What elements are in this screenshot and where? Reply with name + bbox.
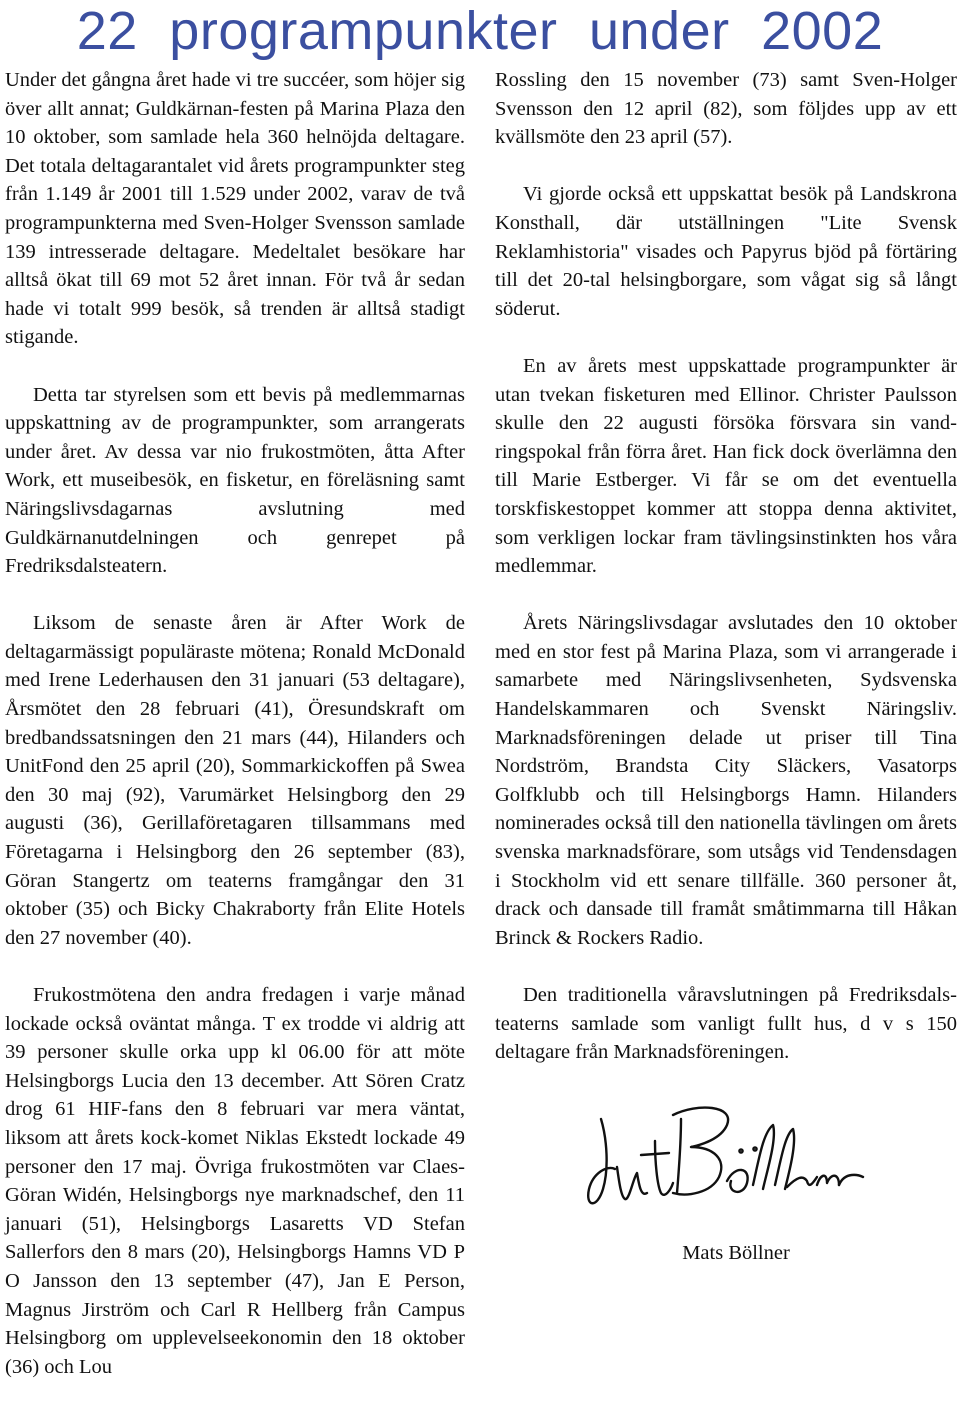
board-paragraph: Detta tar styrelsen som ett bevis på medlemmarnas uppskattning av de programpunkter, som arrangerats under året. Av dessa var nio frukostmöten, åtta After Work, ett museibesök, en fisketur, en föreläsning samt Näringslivsdagarnas avslutning med Guldkärnanutdelningen och genrepet på Fredriksdalsteatern. [5, 383, 465, 578]
rossling-paragraph: Rossling den 15 november (73) samt Sven-Holger Svensson den 12 april (82), som följdes upp av ett kvällsmöte den 23 april (57). [495, 69, 957, 149]
naringslivsdagar-paragraph: Årets Näringslivsdagar avslutades den 10 oktober med en stor fest på Marina Plaza, som vi arrangerade i samarbete med Näringslivsenheten, Sydsvenska Handelskammaren och Svenskt Näringsliv. Marknadsföreningen delade ut priser till Tina Nordström, Brandsta City Släckers, Vasatorps Golfklubb och till Helsingborgs Hamn. Hilanders nominerades också till den nationella tävlingen om årets svenska marknadsförare, som utsågs vid Tendensdagen i Stockholm vid ett senare tillfälle. 360 personer åt, drack och dansade till framåt småtimmarna till Håkan Brinck & Rockers Radio. [495, 612, 957, 949]
after-work-paragraph: Liksom de senaste åren är After Work de deltagarmässigt populäraste mötena; Ronald McDonald med Irene Lederhausen den 31 januari (53 deltagare), Årsmötet den 28 februari (41), Öresundskraft om bredbandssatsningen den 21 mars (44), Hilanders och UnitFond den 25 april (20), Sommarkickoffen på Swea den 30 maj (92), Varumärket Helsingborg den 29 augusti (36), Gerillaföretagaren tillsammans med Företagarna i Helsingborg den 26 september (83), Göran Stangertz om teaterns framgångar den 31 oktober (35) och Bicky Chakraborty från Elite Hotels den 27 november (40). [5, 612, 465, 949]
right-column [495, 66, 957, 1296]
left-column [5, 66, 465, 1381]
page-title: 22 programpunkter under 2002 [76, 1, 884, 61]
konsthall-paragraph: Vi gjorde också ett uppskattat besök på Landskrona Konsthall, där utställningen "Lite Svensk Reklamhistoria" visades och Papyrus bjöd på förtäring till det 20-tal helsingborgare, som vågat sig så långt söderut. [495, 183, 957, 320]
breakfast-paragraph: Frukostmötena den andra fredagen i varje månad lockade också oväntat många. T ex trodde vi aldrig att 39 personer skulle orka upp kl 06.00 för att möte Helsingborgs Lucia den 13 december. Att Sören Cratz drog 61 HIF-fans den 8 februari var mera väntat, liksom att årets kock-komet Niklas Ekstedt lockade 49 personer den 17 maj. Övriga frukostmöten var Claes-Göran Widén, Helsingborgs nye marknadschef, den 11 januari (51), Helsingborgs Lasaretts VD Stefan Sallerfors den 8 mars (20), Helsingborgs Hamns VD P O Jansson den 13 september (47), Jan E Person, Magnus Jirström och Carl R Hellberg från Campus Helsingborg om upplevelseekonomin den 18 oktober (36) och Lou [5, 984, 465, 1378]
signature-name: Mats Böllner [682, 1241, 790, 1264]
intro-paragraph: Under det gångna året hade vi tre succéer, som höjer sig över allt annat; Guldkärnan-festen på Marina Plaza den 10 oktober, som samlade hela 360 helnöjda deltagare. Det totala deltagarantalet vid årets programpunkter steg från 1.149 år 2001 till 1.529 under 2002, varav de två programpunkterna med Sven-Holger Svensson samlade 139 intresserade deltagare. Medeltalet besökare har alltså ökat till 69 mot 52 året innan. För två år sedan hade vi totalt 999 besök, så trenden är alltså stadigt stigande. [5, 69, 465, 349]
handwritten-signature [577, 1089, 877, 1234]
spring-closing-paragraph: Den traditionella våravslutningen på Fredriksdalsteaterns samlade som vanligt fullt hus, d v s 150 deltagare från Marknadsföreningen. [495, 984, 957, 1064]
fishing-trip-paragraph: En av årets mest uppskattade programpunkter är utan tvekan fisketuren med Ellinor. Christer Paulsson skulle den 22 augusti försöka försvara sin vandringspokal från förra året. Han fick dock överlämna den till Marie Estberger. Vi får se om det eventuella torskfiskestoppet kommer att stoppa denna aktivitet, som verkligen lockar fram tävlingsinstinkten hos våra medlemmar. [495, 354, 957, 578]
signature-block [495, 1089, 957, 1239]
